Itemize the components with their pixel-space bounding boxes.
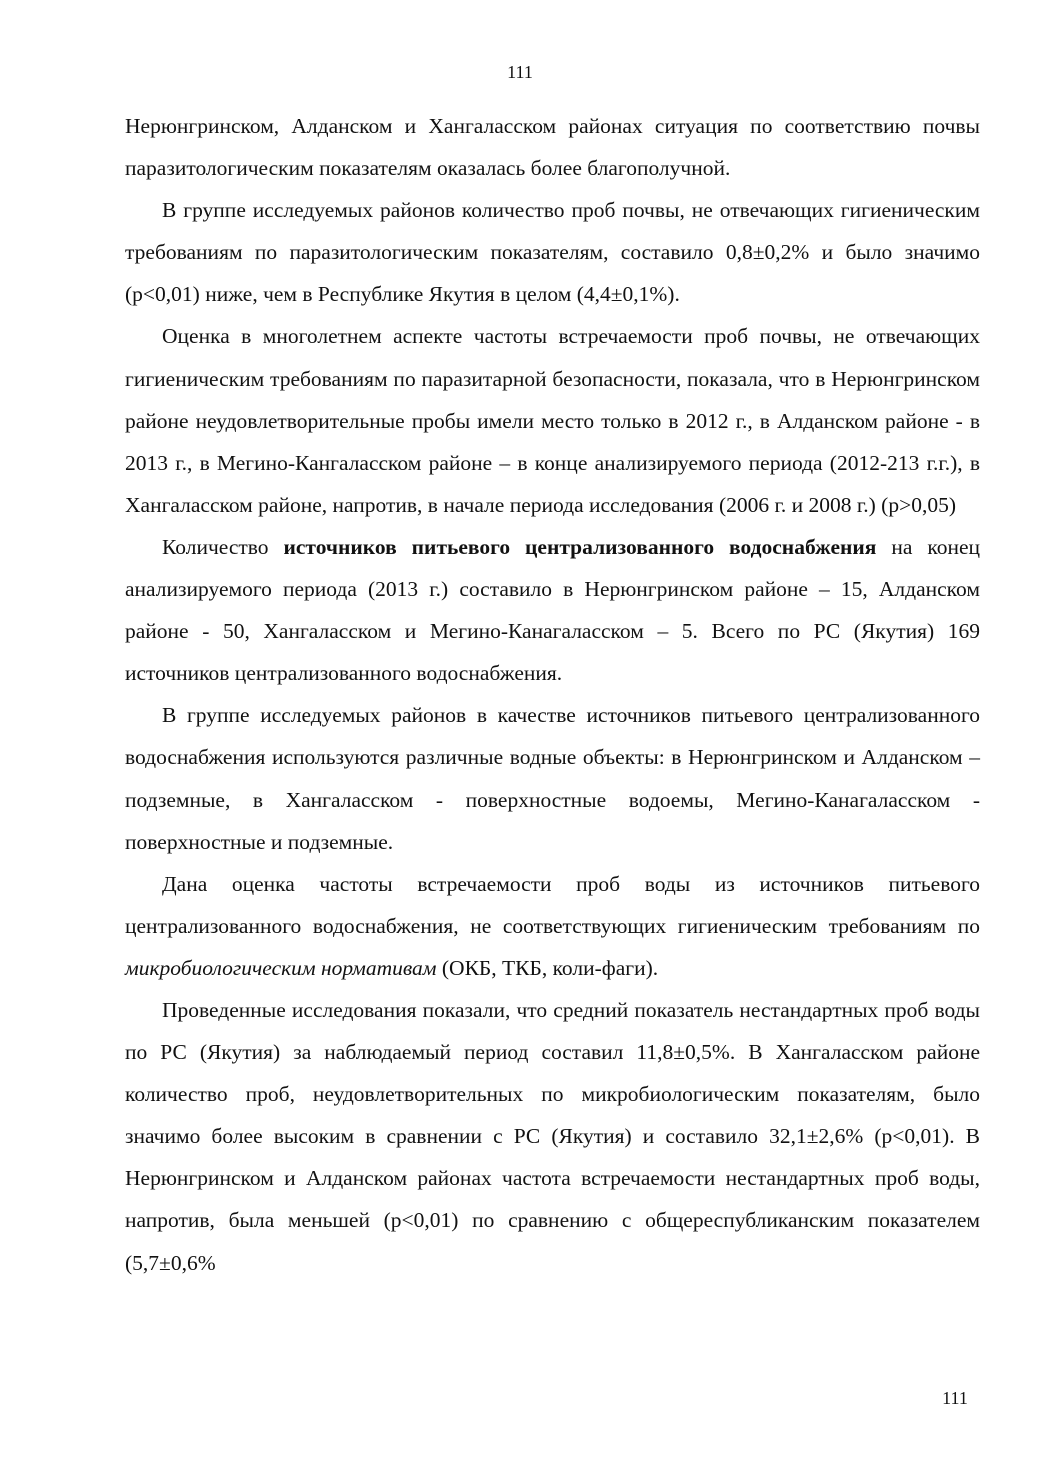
paragraph-7: Проведенные исследования показали, что средний показатель нестандартных проб воды по РС (Якутия) за наблюдаемый период составил 11,8±0,5%. В Хангаласском районе количество проб, неудовлетворительных по микробиологическим показателям, было значимо более высоким в сравнении с РС (Якутия) и составило 32,1±2,6% (р<0,01). В Нерюнгринском и Алданском районах частота встречаемости нестандартных проб воды, напротив, была меньшей (р<0,01) по сравнению с общереспубликанским показателем (5,7±0,6% — [125, 997, 980, 1275]
paragraph-4 — [125, 526, 980, 694]
page-number-top: 111 — [507, 62, 533, 82]
paragraph-5: В группе исследуемых районов в качестве источников питьевого централизованного водоснабжения используются различные водные объекты: в Нерюнгринском и Алданском – подземные, в Хангаласском - поверхностные водоемы, Мегино-Канагаласском - поверхностные и подземные. — [125, 703, 980, 854]
paragraph-4-lead: Количество — [162, 534, 284, 559]
paragraph-2: В группе исследуемых районов количество проб почвы, не отвечающих гигиеническим требованиям по паразитологическим показателям, составило 0,8±0,2% и было значимо (р<0,01) ниже, чем в Республике Якутия в целом (4,4±0,1%). — [125, 198, 980, 307]
paragraph-6-italic-term: микробиологическим нормативам — [125, 955, 437, 980]
paragraph-1: Нерюнгринском, Алданском и Хангаласском районах ситуация по соответствию почвы паразитологическим показателям оказалась более благополучной. — [125, 114, 980, 181]
paragraph-6-lead: Дана оценка частоты встречаемости проб воды из источников питьевого централизованного водоснабжения, не соответствующих гигиеническим требованиям по — [125, 871, 980, 938]
document-body — [125, 105, 980, 1284]
paragraph-4-rest: на конец анализируемого периода (2013 г.) составило в Нерюнгринском районе – 15, Алданском районе - 50, Хангаласском и Мегино-Канагаласском – 5. Всего по РС (Якутия) 169 источников централизованного водоснабжения. — [125, 534, 980, 686]
paragraph-6 — [125, 863, 980, 989]
paragraph-3: Оценка в многолетнем аспекте частоты встречаемости проб почвы, не отвечающих гигиеническим требованиям по паразитарной безопасности, показала, что в Нерюнгринском районе неудовлетворительные пробы имели место только в 2012 г., в Алданском районе - в 2013 г., в Мегино-Кангаласском районе – в конце анализируемого периода (2012-213 г.г.), в Хангаласском районе, напротив, в начале периода исследования (2006 г. и 2008 г.) (р>0,05) — [125, 324, 980, 517]
page-number-bottom: 111 — [942, 1388, 968, 1408]
paragraph-6-rest: (ОКБ, ТКБ, коли-фаги). — [436, 955, 659, 980]
paragraph-4-bold-term: источников питьевого централизованного водоснабжения — [283, 534, 877, 559]
